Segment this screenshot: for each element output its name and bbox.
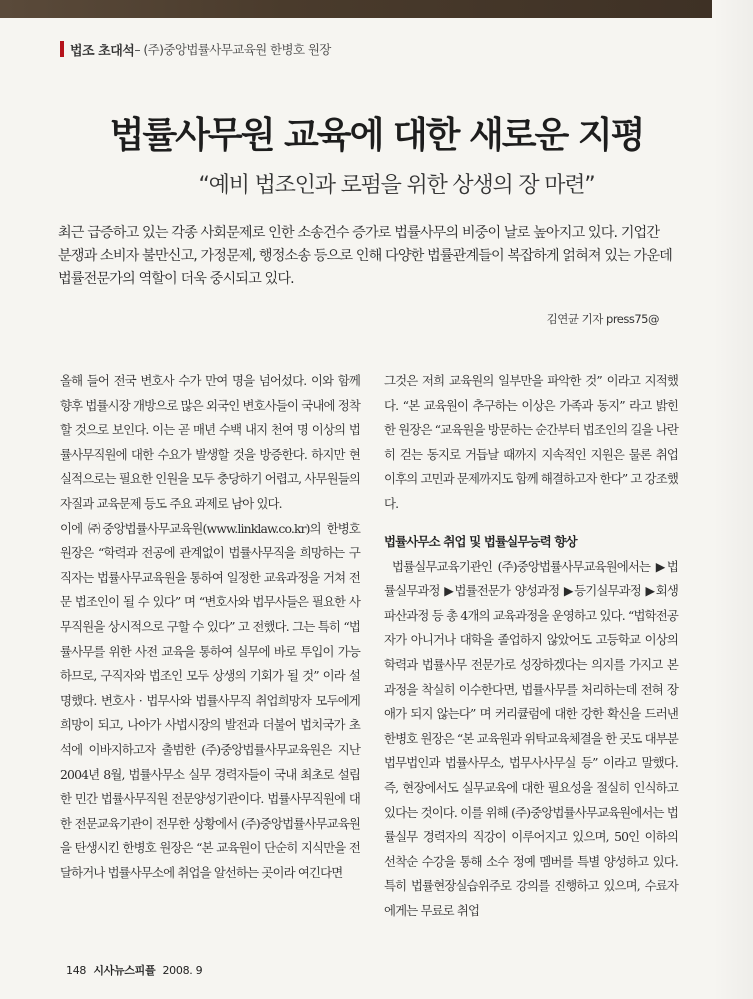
- body-column-left: [60, 369, 360, 885]
- page-footer: [66, 962, 202, 978]
- section-subheading: 법률사무소 취업 및 법률실무능력 향상: [384, 533, 577, 549]
- section-header: [60, 38, 331, 60]
- byline: 김연균 기자 press75@: [546, 312, 659, 326]
- section-subtitle: – (주)중앙법률사무교육원 한병호 원장: [134, 42, 331, 57]
- paragraph: 그것은 저희 교육원의 일부만을 파악한 것” 이라고 지적했다. “본 교육원이 추구하는 이상은 가족과 동지” 라고 밝힌 한 원장은 “교육원을 방문하는 순간부터 법조인의 길을 나란히 걷는 동지로 거듭날 때까지 지속적인 지원은 물론 취업 이후의 고민과 문제까지도 함께 해결하고자 한다” 고 강조했다.: [384, 373, 678, 511]
- section-marker: [60, 41, 64, 57]
- publication-name: 시사뉴스피플: [93, 964, 156, 977]
- paragraph: 올해 들어 전국 변호사 수가 만여 명을 넘어섰다. 이와 함께 향후 법률시장 개방으로 많은 외국인 변호사들이 국내에 정착할 것으로 보인다. 이는 곧 매년 수백 내지 천여 명 이상의 법률사무직원에 대한 수요가 발생할 것을 방증한다. 하지만 현실적으로는 필요한 인원을 모두 충당하기 어렵고, 사무원들의 자질과 교육문제 등도 주요 과제로 남아 있다.: [60, 373, 360, 511]
- body-column-right: [384, 369, 678, 923]
- page-number: 148: [66, 964, 87, 977]
- article-subtitle: “예비 법조인과 로펌을 위한 상생의 장 마련”: [198, 173, 595, 198]
- paragraph: 법률실무교육기관인 (주)중앙법률사무교육원에서는 ▶법률실무과정 ▶법률전문가 양성과정 ▶등기실무과정 ▶회생파산과정 등 총 4개의 교육과정을 운영하고 있다. “법학전공자가 아니거나 대학을 졸업하지 않았어도 고등학교 이상의 학력과 법률사무 전문가로 성장하겠다는 의지를 가지고 본 과정을 착실히 이수한다면, 법률사무를 처리하는데 전혀 장애가 되지 않는다” 며 커리큘럼에 대한 강한 확신을 드러낸 한병호 원장은 “본 교육원과 위탁교육체결을 한 곳도 대부분 법무법인과 법률사무소, 법무사사무실 등” 이라고 말했다. 즉, 현장에서도 실무교육에 대한 필요성을 절실히 인식하고 있다는 것이다. 이를 위해 (주)중앙법률사무교육원에서는 법률실무 경력자의 직강이 이루어지고 있으며, 50인 이하의 선착순 수강을 통해 소수 정예 멤버를 특별 양성하고 있다. 특히 법률현장실습위주로 강의를 진행하고 있으며, 수료자에게는 무료로 취업: [384, 558, 678, 918]
- issue-date: 2008. 9: [162, 964, 203, 977]
- paragraph: 이에 ㈜중앙법률사무교육원(www.linklaw.co.kr)의 한병호 원장은 “학력과 전공에 관계없이 법률사무직을 희망하는 구직자는 법률사무교육원을 통하여 일정한 교육과정을 거쳐 전문 법조인이 될 수 있다” 며 “변호사와 법무사들은 필요한 사무직원을 상시적으로 구할 수 있다” 고 전했다. 그는 특히 “법률사무를 위한 사전 교육을 통하여 실무에 바로 투입이 가능하므로, 구직자와 법조인 모두 상생의 기회가 될 것” 이라 설명했다. 변호사 · 법무사와 법률사무직 취업희망자 모두에게 희망이 되고, 나아가 사법시장의 발전과 더불어 법치국가 초석에 이바지하고자 출범한 (주)중앙법률사무교육원은 지난 2004년 8월, 법률사무소 실무 경력자들이 국내 최초로 설립한 민간 법률사무직원 전문양성기관이다. 법률사무직원에 대한 전문교육기관이 전무한 상황에서 (주)중앙법률사무교육원을 탄생시킨 한병호 원장은 “본 교육원이 단순히 지식만을 전달하거나 법률사무소에 취업을 알선하는 곳이라 여긴다면: [60, 520, 360, 880]
- section-label: 법조 초대석: [70, 43, 135, 59]
- article-title: 법률사무원 교육에 대한 새로운 지평: [109, 115, 644, 156]
- article-lead: 최근 급증하고 있는 각종 사회문제로 인한 소송건수 증가로 법률사무의 비중이 날로 높아지고 있다. 기업간 분쟁과 소비자 불만신고, 가정문제, 행정소송 등으로 인해 다양한 법률관계들이 복잡하게 얽혀져 있는 가운데 법률전문가의 역할이 더욱 중시되고 있다.: [58, 225, 672, 287]
- top-color-bar: [0, 0, 712, 18]
